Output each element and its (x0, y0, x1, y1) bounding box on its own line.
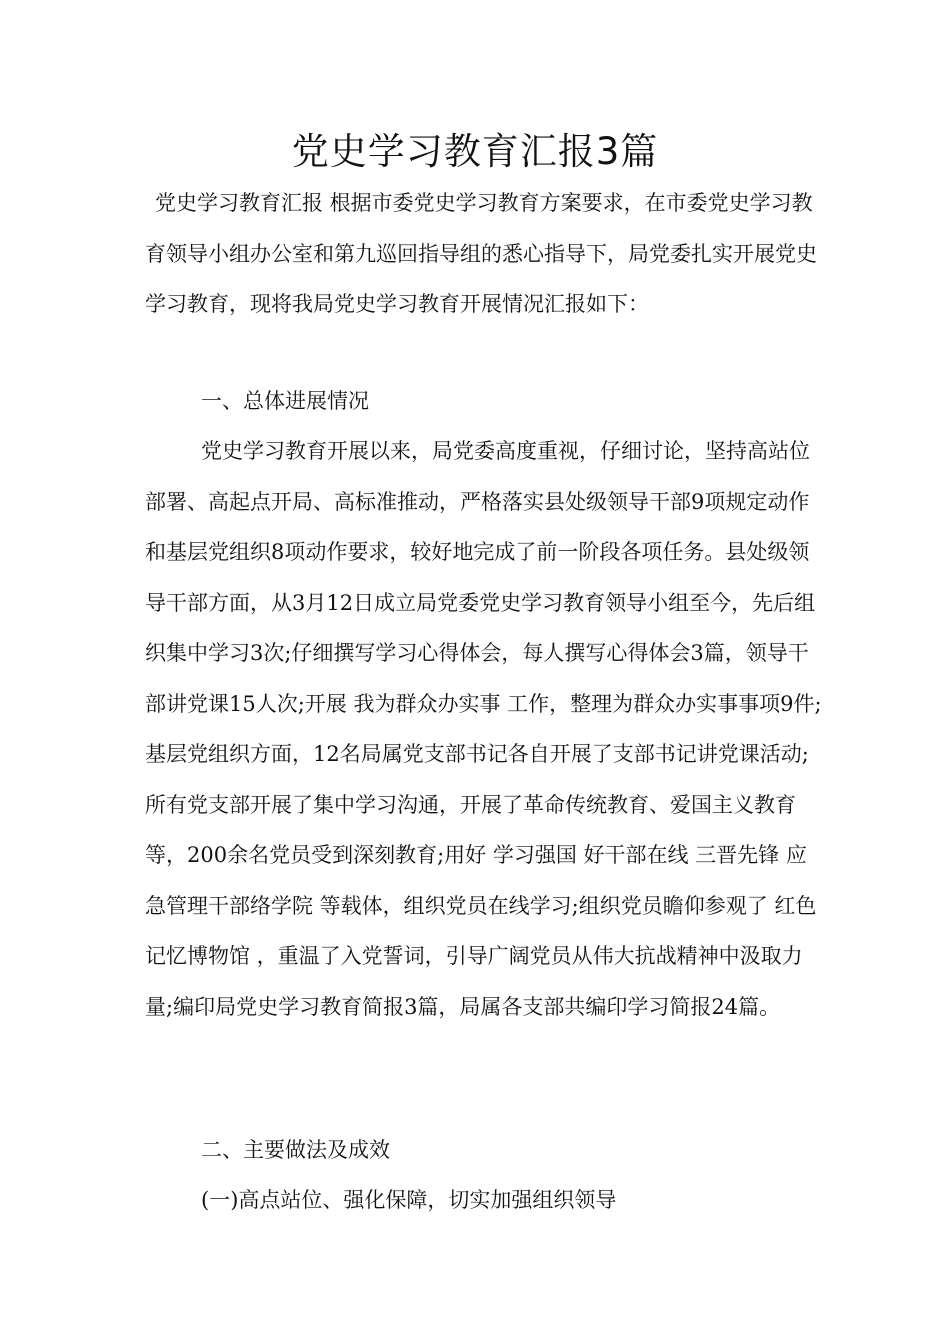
section-heading-1: 一、总体进展情况 (201, 389, 369, 413)
document-title: 党史学习教育汇报3篇 (291, 130, 659, 173)
section-body-1: 党史学习教育开展以来，局党委高度重视，仔细讨论，坚持高站位部署、高起点开局、高标准推动，严格落实县处级领导干部9项规定动作和基层党组织8项动作要求，较好地完成了前一阶段各项任务。县处级领导干部方面，从3月12日成立局党委党史学习教育领导小组至今，先后组织集中学习3次;仔细撰写学习心得体会，每人撰写心得体会3篇，领导干部讲党课15人次;开展 我为群众办实事 工作，整理为群众办实事事项9件;基层党组织方面，12名局属党支部书记各自开展了支部书记讲党课活动;所有党支部开展了集中学习沟通，开展了革命传统教育、爱国主义教育等，200余名党员受到深刻教育;用好 学习强国 好干部在线 三晋先锋 应急管理干部络学院 等载体，组织党员在线学习;组织党员瞻仰参观了 红色记忆博物馆 ，重温了入党誓词，引导广阔党员从伟大抗战精神中汲取力量;编印局党史学习教育简报3篇，局属各支部共编印学习简报24篇。 (145, 439, 822, 1019)
subsection-heading-1: (一)高点站位、强化保障，切实加强组织领导 (201, 1188, 617, 1212)
intro-paragraph: 党史学习教育汇报 根据市委党史学习教育方案要求，在市委党史学习教育领导小组办公室和第九巡回指导组的悉心指导下，局党委扎实开展党史学习教育，现将我局党史学习教育开展情况汇报如下： (145, 191, 817, 316)
section-heading-2: 二、主要做法及成效 (201, 1138, 390, 1162)
